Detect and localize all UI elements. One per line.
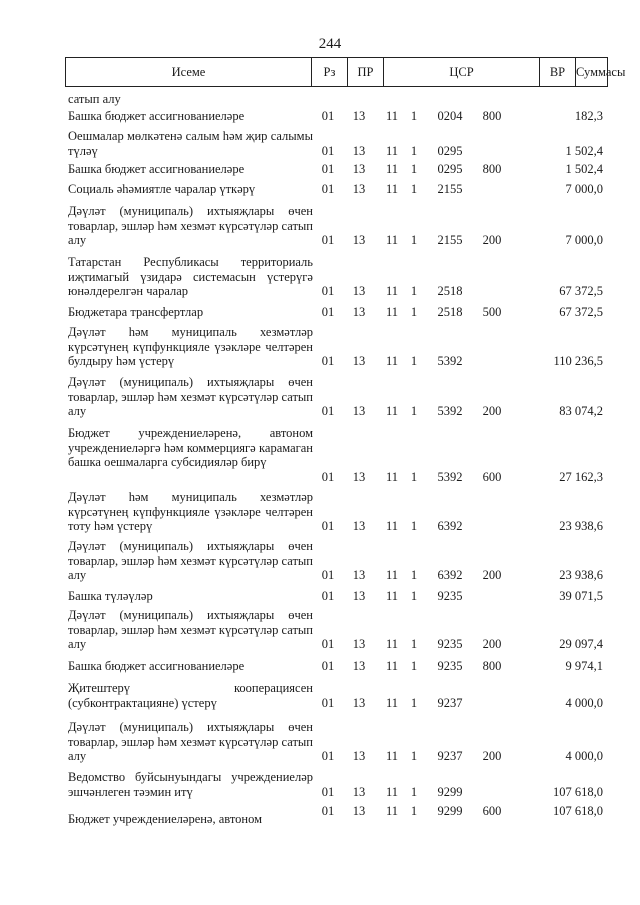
row-rz: 01 <box>321 182 335 196</box>
row-sum: 7 000,0 <box>565 182 603 196</box>
row-csr-3: 5392 <box>437 404 463 418</box>
row-name: Бюджетара трансфертлар <box>68 305 204 319</box>
row-sum: 27 162,3 <box>559 469 603 484</box>
row-pr: 13 <box>352 568 366 582</box>
row-csr-2: 1 <box>410 519 418 533</box>
row-vr: 200 <box>482 233 502 247</box>
row-rz: 01 <box>321 404 335 418</box>
row-vr: 800 <box>482 659 502 673</box>
row-sum: 1 502,4 <box>565 143 603 158</box>
row-pr: 13 <box>352 637 366 651</box>
row-rz: 01 <box>321 233 335 247</box>
row-rz: 01 <box>321 305 335 319</box>
row-csr-3: 2155 <box>437 182 463 196</box>
row-csr-3: 0295 <box>437 143 463 158</box>
row-name: Башка түләүләр <box>68 589 153 603</box>
row-csr-2: 1 <box>410 749 418 763</box>
row-sum: 83 074,2 <box>559 404 603 418</box>
row-name: Дәүләт (муниципаль) ихтыяҗлары өчен товарлар, эшләр һәм хезмәт күрсәтүләр сатып алу <box>68 539 313 582</box>
row-csr-1: 11 <box>385 568 399 582</box>
row-rz: 01 <box>321 784 335 799</box>
row-vr: 800 <box>482 162 502 176</box>
row-name: Дәүләт (муниципаль) ихтыяҗлары өчен товарлар, эшләр һәм хезмәт күрсәтүләр сатып алу <box>68 608 313 651</box>
row-sum: 110 236,5 <box>553 354 603 368</box>
row-rz: 01 <box>321 162 335 176</box>
row-csr-1: 11 <box>385 109 399 123</box>
row-csr-1: 11 <box>385 749 399 763</box>
row-csr-3: 5392 <box>437 469 463 484</box>
row-rz: 01 <box>321 804 335 818</box>
row-csr-3: 9299 <box>437 784 463 799</box>
row-csr-2: 1 <box>410 109 418 123</box>
row-pr: 13 <box>352 749 366 763</box>
row-csr-1: 11 <box>385 354 399 368</box>
row-csr-1: 11 <box>385 404 399 418</box>
row-rz: 01 <box>321 637 335 651</box>
row-vr: 200 <box>482 404 502 418</box>
row-pr: 13 <box>352 143 366 158</box>
row-sum: 7 000,0 <box>565 233 603 247</box>
row-vr: 600 <box>482 469 502 484</box>
row-rz: 01 <box>321 659 335 673</box>
row-pr: 13 <box>352 589 366 603</box>
row-csr-2: 1 <box>410 804 418 818</box>
row-vr: 500 <box>482 305 502 319</box>
row-csr-2: 1 <box>410 233 418 247</box>
row-pr: 13 <box>352 784 366 799</box>
page-number: 244 <box>318 36 342 52</box>
row-name: сатып алу <box>68 92 121 106</box>
row-rz: 01 <box>321 568 335 582</box>
row-name: Дәүләт (муниципаль) ихтыяҗлары өчен товарлар, эшләр һәм хезмәт күрсәтүләр сатып алу <box>68 375 313 418</box>
row-sum: 107 618,0 <box>553 784 603 799</box>
row-csr-3: 6392 <box>437 568 463 582</box>
row-csr-1: 11 <box>385 784 399 799</box>
row-csr-3: 0204 <box>437 109 463 123</box>
row-sum: 67 372,5 <box>559 305 603 319</box>
row-csr-2: 1 <box>410 589 418 603</box>
row-sum: 182,3 <box>574 109 603 123</box>
row-pr: 13 <box>352 284 366 298</box>
row-rz: 01 <box>321 143 335 158</box>
row-rz: 01 <box>321 354 335 368</box>
row-csr-3: 2155 <box>437 233 463 247</box>
row-csr-1: 11 <box>385 469 399 484</box>
row-csr-1: 11 <box>385 637 399 651</box>
row-pr: 13 <box>352 109 366 123</box>
header-pr: ПР <box>347 58 383 86</box>
row-pr: 13 <box>352 659 366 673</box>
row-name: Ведомство буйсынуындагы учреждениеләр эшчәнлеген тәэмин итү <box>68 770 313 799</box>
table-header <box>65 57 626 87</box>
row-csr-1: 11 <box>385 519 399 533</box>
row-rz: 01 <box>321 749 335 763</box>
row-name: Татарстан Республикасы территориаль иҗтимагый үзидарә системасын үстерүгә юнәлдерелгән чаралар <box>68 255 313 298</box>
row-sum: 29 097,4 <box>559 637 603 651</box>
row-name: Дәүләт һәм муниципаль хезмәтләр күрсәтүнең күпфункцияле үзәкләре челтәрен булдыру һәм үстерү <box>68 325 313 368</box>
row-name: Башка бюджет ассигнованиеләре <box>68 162 245 176</box>
row-pr: 13 <box>352 469 366 484</box>
row-sum: 23 938,6 <box>559 568 603 582</box>
row-name: Дәүләт (муниципаль) ихтыяҗлары өчен товарлар, эшләр һәм хезмәт күрсәтүләр сатып алу <box>68 720 313 763</box>
row-csr-2: 1 <box>410 784 418 799</box>
row-csr-3: 6392 <box>437 519 463 533</box>
header-vr: ВР <box>539 58 575 86</box>
row-name: Дәүләт һәм муниципаль хезмәтләр күрсәтүнең күпфункцияле үзәкләре челтәрен тоту һәм үстерү <box>68 490 313 533</box>
row-sum: 4 000,0 <box>565 695 603 710</box>
row-csr-2: 1 <box>410 162 418 176</box>
row-name: Социаль әһәмиятле чаралар үткәрү <box>68 182 256 196</box>
row-csr-1: 11 <box>385 284 399 298</box>
row-rz: 01 <box>321 589 335 603</box>
row-pr: 13 <box>352 233 366 247</box>
row-rz: 01 <box>321 109 335 123</box>
row-vr: 200 <box>482 637 502 651</box>
row-csr-2: 1 <box>410 695 418 710</box>
row-csr-1: 11 <box>385 233 399 247</box>
row-csr-3: 9299 <box>437 804 463 818</box>
row-sum: 23 938,6 <box>559 519 603 533</box>
row-name: Бюджет учреждениеләренә, автоном <box>68 812 263 826</box>
row-vr: 200 <box>482 568 502 582</box>
row-rz: 01 <box>321 284 335 298</box>
row-csr-2: 1 <box>410 182 418 196</box>
row-csr-3: 9237 <box>437 749 463 763</box>
row-pr: 13 <box>352 695 366 710</box>
row-name: Бюджет учреждениеләренә, автоном учреждениеләргә һәм коммерциягә карамаган башка оешмаларга субсидияләр бирү <box>68 426 313 469</box>
row-csr-2: 1 <box>410 404 418 418</box>
header-csr: ЦСР <box>383 58 539 86</box>
row-csr-2: 1 <box>410 284 418 298</box>
row-sum: 67 372,5 <box>559 284 603 298</box>
row-csr-3: 9237 <box>437 695 463 710</box>
row-csr-3: 9235 <box>437 589 463 603</box>
row-csr-3: 9235 <box>437 659 463 673</box>
row-pr: 13 <box>352 804 366 818</box>
row-pr: 13 <box>352 162 366 176</box>
row-sum: 9 974,1 <box>565 659 603 673</box>
row-name: Оешмалар мөлкәтенә салым һәм җир салымы түләү <box>68 129 313 158</box>
header-rz: Рз <box>311 58 347 86</box>
row-csr-2: 1 <box>410 143 418 158</box>
row-rz: 01 <box>321 469 335 484</box>
row-csr-1: 11 <box>385 162 399 176</box>
header-name: Исеме <box>171 65 206 79</box>
row-rz: 01 <box>321 695 335 710</box>
row-csr-2: 1 <box>410 305 418 319</box>
row-name: Башка бюджет ассигнованиеләре <box>68 659 245 673</box>
row-csr-1: 11 <box>385 305 399 319</box>
row-csr-2: 1 <box>410 659 418 673</box>
row-csr-1: 11 <box>385 804 399 818</box>
row-pr: 13 <box>352 182 366 196</box>
row-csr-3: 9235 <box>437 637 463 651</box>
row-csr-3: 5392 <box>437 354 463 368</box>
row-vr: 200 <box>482 749 502 763</box>
row-csr-2: 1 <box>410 354 418 368</box>
row-csr-1: 11 <box>385 589 399 603</box>
row-sum: 1 502,4 <box>565 162 603 176</box>
row-pr: 13 <box>352 354 366 368</box>
row-csr-1: 11 <box>385 143 399 158</box>
row-csr-2: 1 <box>410 568 418 582</box>
row-csr-3: 2518 <box>437 305 463 319</box>
row-csr-3: 0295 <box>437 162 463 176</box>
row-csr-3: 2518 <box>437 284 463 298</box>
row-pr: 13 <box>352 404 366 418</box>
row-name: Җитештерү кооперациясен (субконтрактацияне) үстерү <box>68 681 313 710</box>
row-rz: 01 <box>321 519 335 533</box>
row-name: Дәүләт (муниципаль) ихтыяҗлары өчен товарлар, эшләр һәм хезмәт күрсәтүләр сатып алу <box>68 204 313 247</box>
row-sum: 107 618,0 <box>553 804 603 818</box>
row-csr-1: 11 <box>385 695 399 710</box>
row-sum: 39 071,5 <box>559 589 603 603</box>
row-csr-2: 1 <box>410 469 418 484</box>
row-vr: 600 <box>482 804 502 818</box>
row-csr-2: 1 <box>410 637 418 651</box>
row-csr-1: 11 <box>385 659 399 673</box>
row-sum: 4 000,0 <box>565 749 603 763</box>
row-pr: 13 <box>352 519 366 533</box>
row-name: Башка бюджет ассигнованиеләре <box>68 109 245 123</box>
row-csr-1: 11 <box>385 182 399 196</box>
header-sum: Суммасы <box>575 58 608 86</box>
row-vr: 800 <box>482 109 502 123</box>
row-pr: 13 <box>352 305 366 319</box>
